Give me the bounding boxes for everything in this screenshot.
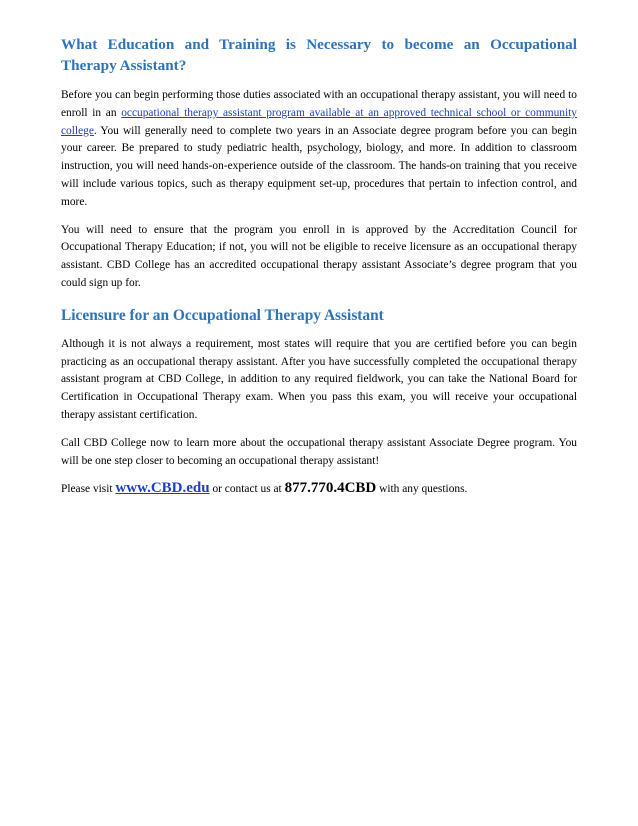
section-heading-education: What Education and Training is Necessary to become an Occupational Therapy Assistant?: [61, 36, 577, 74]
document-page: [61, 34, 577, 499]
paragraph-text: Before you can begin performing those duties associated with an occupational therapy assistant, you will need to enroll in an: [61, 89, 577, 119]
paragraph-accreditation: You will need to ensure that the program you enroll in is approved by the Accreditation Council for Occupational Therapy Education; if not, you will not be eligible to receive licensure as an occupational therapy assistant. CBD College has an accredited occupational therapy assistant Associate’s degree program that you could sign up for.: [61, 223, 577, 289]
paragraph-call-to-action: Call CBD College now to learn more about the occupational therapy assistant Associate Degree program. You will be one step closer to becoming an occupational therapy assistant!: [61, 436, 577, 467]
contact-prefix: Please visit: [61, 483, 116, 496]
phone-number: 877.770.4CBD: [284, 480, 377, 497]
paragraph-licensure: Although it is not always a requirement, most states will require that you are certified before you can begin practicing as an occupational therapy assistant. After you have successfully completed the occupational therapy assistant program at CBD College, in addition to any required fieldwork, you can take the National Board for Certification in Occupational Therapy exam. When you pass this exam, you will receive your occupational therapy assistant certification.: [61, 337, 577, 421]
website-link[interactable]: www.CBD.edu: [115, 480, 210, 497]
contact-suffix: with any questions.: [376, 483, 468, 496]
contact-line: [61, 480, 577, 499]
paragraph-education-intro: [61, 87, 577, 212]
paragraph-text: . You will generally need to complete two years in an Associate degree program before you can begin your career. Be prepared to study pediatric health, psychology, biology, and more. In addition to classroom instruction, you will need hands-on-experience outside of the classroom. The hands-on training that you receive will include various topics, such as therapy equipment set-up, procedures that pertain to infection control, and more.: [61, 124, 577, 208]
section-heading-licensure: Licensure for an Occupational Therapy Assistant: [61, 306, 384, 324]
program-link[interactable]: occupational therapy assistant program available at an approved technical school or community college: [61, 106, 577, 137]
contact-middle: or contact us at: [209, 483, 285, 496]
